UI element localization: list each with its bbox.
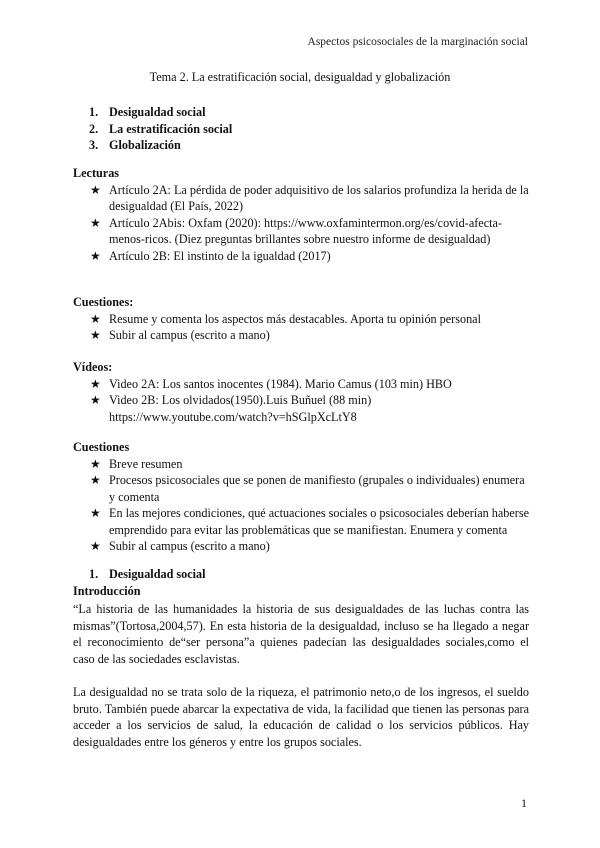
lecturas-heading: Lecturas bbox=[73, 166, 120, 180]
star-bullet-icon: ★ bbox=[90, 393, 101, 408]
star-bullet-icon: ★ bbox=[90, 248, 101, 263]
outline-item: 2. La estratificación social bbox=[89, 121, 233, 136]
section-heading: 1. Desigualdad social bbox=[89, 567, 206, 581]
star-bullet-icon: ★ bbox=[90, 377, 101, 391]
list-item: ★ Procesos psicosociales que se ponen de manifiesto (grupales o individuales) enumera y comenta bbox=[90, 473, 525, 504]
topic-title: Tema 2. La estratificación social, desigualdad y globalización bbox=[149, 70, 451, 84]
paragraph: “La historia de las humanidades la historia de sus desigualdades de las luchas contra las mismas”(Tortosa,2004,57). En esta historia de la desigualdad, incluso se ha llegado a negar el reconocimiento de“ser persona”a quienes padecían las desigualdades sociales,como el caso de las sociedades esclavistas. bbox=[73, 602, 529, 666]
paragraph: La desigualdad no se trata solo de la riqueza, el patrimonio neto,o de los ingresos, el sueldo bruto. También puede abarcar la expectativa de vida, la facilidad que tienen las personas para acceder a los servicios de salud, la educación de calidad o los servicios públicos. Hay desigualdades entre los géneros y entre los grupos sociales. bbox=[73, 685, 529, 749]
page-number: 1 bbox=[521, 796, 527, 810]
list-item: ★ Video 2B: Los olvidados(1950).Luis Buñuel (88 min) https://www.youtube.com/watch?v=hSGlpXcLtY8 bbox=[90, 393, 372, 424]
list-item: ★ En las mejores condiciones, qué actuaciones sociales o psicosociales deberían haberse emprendido para evitar las problemáticas que se manifiestan. Enumera y comenta bbox=[90, 506, 529, 537]
cuestiones-heading: Cuestiones: bbox=[73, 295, 134, 309]
list-item: ★ Breve resumen bbox=[90, 457, 183, 471]
list-item: ★ Subir al campus (escrito a mano) bbox=[90, 328, 270, 343]
star-bullet-icon: ★ bbox=[90, 473, 101, 488]
list-item: ★ Artículo 2A: La pérdida de poder adquisitivo de los salarios profundiza la herida de la desigualdad (El País, 2022) bbox=[90, 183, 529, 214]
star-bullet-icon: ★ bbox=[90, 312, 101, 326]
cuestiones-2-heading: Cuestiones bbox=[73, 440, 130, 454]
list-item: ★ Subir al campus (escrito a mano) bbox=[90, 539, 270, 554]
outline-item: 1. Desigualdad social bbox=[89, 105, 206, 119]
list-item: ★ Video 2A: Los santos inocentes (1984). Mario Camus (103 min) HBO bbox=[90, 377, 452, 391]
star-bullet-icon: ★ bbox=[90, 183, 101, 197]
videos-heading: Vídeos: bbox=[73, 360, 113, 374]
outline-item: 3. Globalización bbox=[89, 138, 181, 152]
list-item: ★ Artículo 2B: El instinto de la igualdad (2017) bbox=[90, 248, 331, 263]
list-item: ★ Resume y comenta los aspectos más destacables. Aporta tu opinión personal bbox=[90, 312, 481, 326]
star-bullet-icon: ★ bbox=[90, 539, 101, 554]
star-bullet-icon: ★ bbox=[90, 328, 101, 343]
star-bullet-icon: ★ bbox=[90, 215, 101, 230]
cuestiones-2-list bbox=[90, 456, 530, 554]
outline-list bbox=[89, 104, 232, 154]
videos-list bbox=[90, 376, 530, 425]
star-bullet-icon: ★ bbox=[90, 457, 101, 471]
intro-heading: Introducción bbox=[73, 584, 141, 598]
list-item: ★ Artículo 2Abis: Oxfam (2020): https://www.oxfamintermon.org/es/covid-afecta-menos-ricos. (Diez preguntas brillantes sobre nuestro informe de desigualdad) bbox=[90, 215, 502, 247]
lecturas-list bbox=[90, 182, 530, 264]
star-bullet-icon: ★ bbox=[90, 506, 101, 521]
running-header: Aspectos psicosociales de la marginación social bbox=[307, 36, 528, 48]
cuestiones-list bbox=[90, 311, 530, 344]
